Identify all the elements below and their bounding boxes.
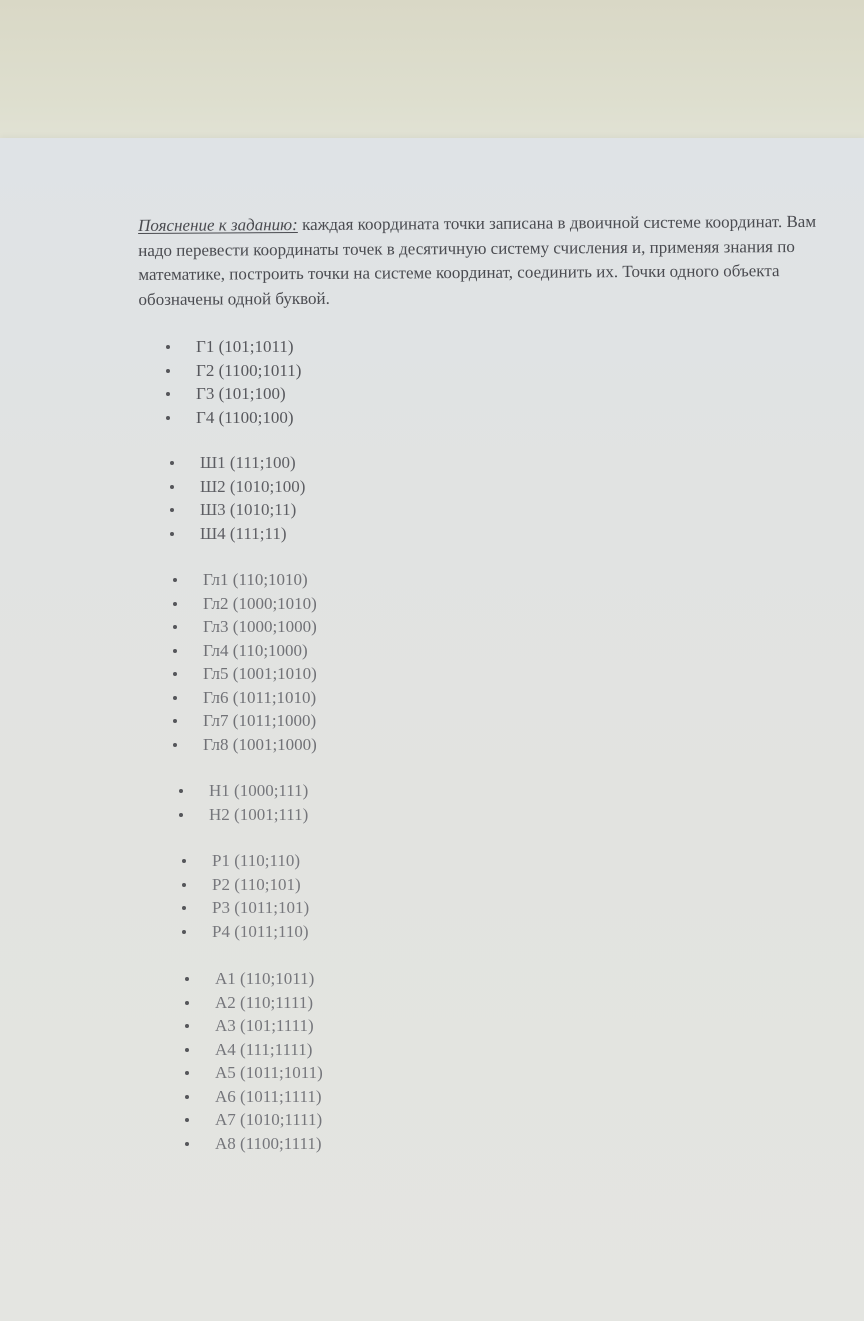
- explanation-lead: Пояснение к заданию:: [138, 215, 298, 235]
- point-label: Р2 (110;101): [212, 874, 301, 894]
- bullet-icon: [185, 1118, 189, 1122]
- point-item: [185, 967, 323, 991]
- bullet-icon: [182, 883, 186, 887]
- bullet-icon: [173, 649, 177, 653]
- point-group-sh: [170, 451, 305, 545]
- bullet-icon: [179, 813, 183, 817]
- point-item: [170, 451, 305, 475]
- point-item: [182, 873, 309, 897]
- bullet-icon: [185, 1095, 189, 1099]
- point-label: А3 (101;1111): [215, 1016, 314, 1035]
- point-label: Г3 (101;100): [196, 384, 286, 403]
- point-label: А5 (1011;1011): [215, 1063, 323, 1082]
- point-item: [173, 615, 317, 639]
- bullet-icon: [166, 416, 170, 420]
- bullet-icon: [185, 1024, 189, 1028]
- point-label: Г2 (1100;1011): [196, 360, 302, 380]
- bullet-icon: [179, 789, 183, 793]
- point-label: А1 (110;1011): [215, 969, 315, 988]
- point-item: [173, 639, 317, 663]
- point-label: Гл5 (1001;1010): [203, 664, 317, 683]
- bullet-icon: [170, 532, 174, 536]
- point-label: Ш4 (111;11): [200, 523, 287, 543]
- point-label: Ш3 (1010;11): [200, 500, 297, 519]
- bullet-icon: [170, 485, 174, 489]
- bullet-icon: [182, 906, 186, 910]
- point-label: Ш2 (1010;100): [200, 476, 306, 496]
- bullet-icon: [170, 461, 174, 465]
- point-item: [173, 709, 317, 733]
- bullet-icon: [173, 743, 177, 747]
- point-item: [173, 733, 317, 757]
- explanation-text: каждая координата точки записана в двоичной системе координат. Вам надо перевести координаты точек в десятичную систему счисления и, применяя знания по математике, построить точки на системе координат, соединить их. Точки одного объекта обозначены одной буквой.: [138, 211, 817, 309]
- point-label: Р1 (110;110): [212, 851, 300, 870]
- paper-sheet: [0, 138, 864, 1321]
- point-item: [185, 1014, 323, 1038]
- point-group-a: [185, 967, 323, 1155]
- bullet-icon: [173, 602, 177, 606]
- point-item: [179, 779, 308, 803]
- bullet-icon: [166, 369, 170, 373]
- point-item: [166, 382, 301, 406]
- point-item: [182, 920, 309, 944]
- point-item: [185, 1038, 323, 1062]
- point-label: А4 (111;1111): [215, 1039, 313, 1059]
- point-label: Гл2 (1000;1010): [203, 593, 317, 613]
- point-label: Г1 (101;1011): [196, 337, 294, 356]
- point-label: Р4 (1011;110): [212, 921, 309, 941]
- point-item: [166, 359, 301, 383]
- point-label: А2 (110;1111): [215, 992, 314, 1012]
- bullet-icon: [182, 930, 186, 934]
- point-label: Гл6 (1011;1010): [203, 687, 317, 707]
- point-label: Гл7 (1011;1000): [203, 711, 317, 730]
- task-explanation: [138, 210, 819, 312]
- point-group-gl: [173, 568, 317, 756]
- bullet-icon: [173, 625, 177, 629]
- point-label: А6 (1011;1111): [215, 1086, 322, 1106]
- point-item: [179, 803, 308, 827]
- bullet-icon: [185, 1071, 189, 1075]
- bullet-icon: [185, 977, 189, 981]
- point-label: Гл1 (110;1010): [203, 570, 308, 589]
- point-group-g: [166, 335, 301, 429]
- background-surface: [0, 0, 864, 150]
- point-label: Гл4 (110;1000): [203, 640, 308, 660]
- point-item: [166, 335, 301, 359]
- bullet-icon: [173, 696, 177, 700]
- point-item: [185, 1132, 323, 1156]
- bullet-icon: [185, 1048, 189, 1052]
- point-item: [185, 1108, 323, 1132]
- point-item: [185, 1061, 323, 1085]
- point-group-r: [182, 849, 309, 943]
- bullet-icon: [182, 859, 186, 863]
- point-item: [170, 498, 305, 522]
- bullet-icon: [170, 508, 174, 512]
- point-label: А8 (1100;1111): [215, 1133, 322, 1153]
- point-label: Р3 (1011;101): [212, 898, 310, 917]
- point-item: [170, 475, 305, 499]
- point-item: [166, 406, 301, 430]
- bullet-icon: [185, 1001, 189, 1005]
- point-label: Н1 (1000;111): [209, 781, 309, 800]
- point-group-n: [179, 779, 308, 826]
- bullet-icon: [173, 672, 177, 676]
- point-item: [182, 849, 309, 873]
- point-item: [170, 522, 305, 546]
- bullet-icon: [166, 392, 170, 396]
- point-item: [173, 592, 317, 616]
- point-item: [173, 686, 317, 710]
- bullet-icon: [185, 1142, 189, 1146]
- point-label: Гл8 (1001;1000): [203, 734, 317, 754]
- bullet-icon: [173, 578, 177, 582]
- bullet-icon: [166, 345, 170, 349]
- point-item: [182, 896, 309, 920]
- point-label: Гл3 (1000;1000): [203, 617, 317, 636]
- point-item: [173, 662, 317, 686]
- point-item: [185, 991, 323, 1015]
- point-label: А7 (1010;1111): [215, 1110, 323, 1129]
- point-label: Н2 (1001;111): [209, 804, 309, 824]
- point-item: [173, 568, 317, 592]
- point-label: Г4 (1100;100): [196, 407, 294, 427]
- point-label: Ш1 (111;100): [200, 453, 296, 472]
- bullet-icon: [173, 719, 177, 723]
- point-item: [185, 1085, 323, 1109]
